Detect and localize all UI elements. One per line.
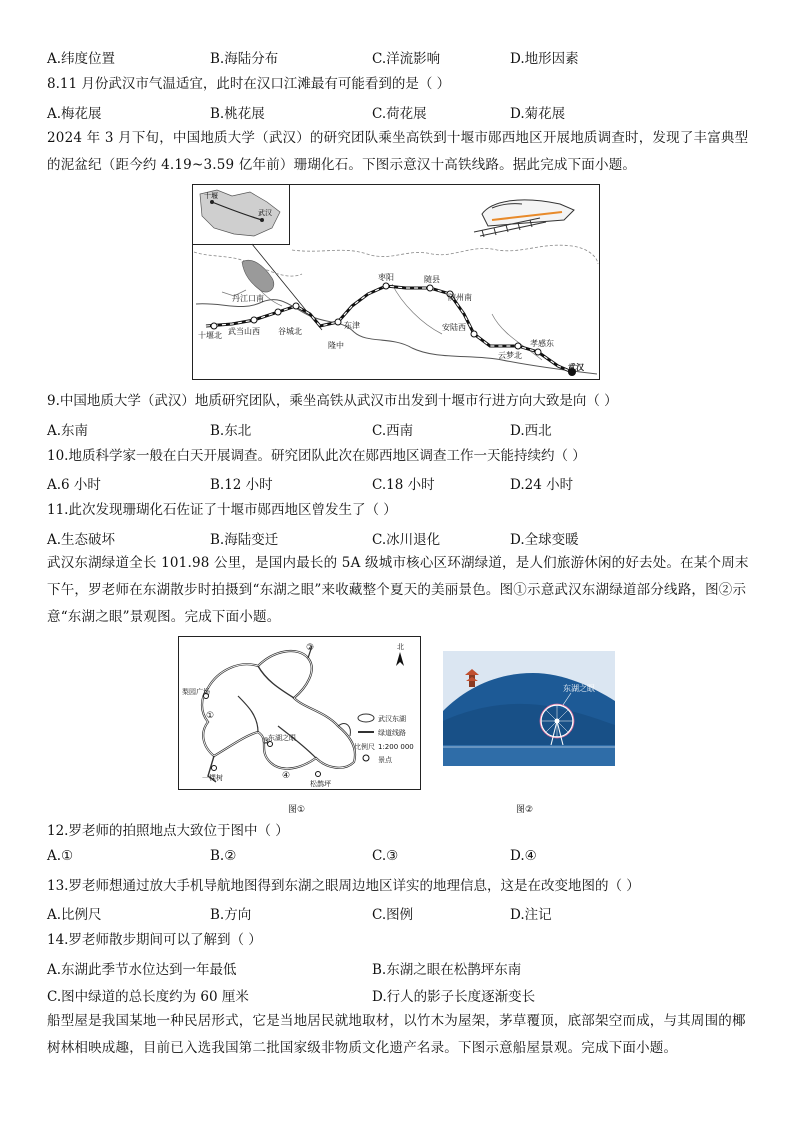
q12-option-a[interactable]: A.① (47, 848, 74, 864)
legend-lake: 武汉东湖 (378, 715, 406, 723)
q12-options (47, 848, 747, 868)
q14-option-d[interactable]: D.行人的影子长度逐渐变长 (372, 989, 536, 1005)
station-yunmeng: 云梦北 (498, 351, 522, 360)
station-xiaogan: 孝感东 (530, 339, 554, 348)
legend-spot: 景点 (378, 756, 392, 764)
donghu-eye-photo (443, 651, 615, 766)
station-gucheng: 谷城北 (278, 327, 302, 336)
q12-option-c[interactable]: C.③ (372, 848, 399, 864)
intro-boat-house: 船型屋是我国某地一种民居形式，它是当地居民就地取材，以竹木为屋架，茅草覆顶，底部架空而成，与其周围的椰树林相映成趣，目前已入选我国第二批国家级非物质文化遗产名录。下图示意船屋景观。完成下面小题。 (47, 1013, 746, 1056)
map-marker-4[interactable]: ④ (282, 771, 291, 781)
q14-options-row2 (47, 985, 747, 1005)
legend-road: 绿道线路 (378, 729, 406, 737)
label-yikeshu: 一棵树 (202, 774, 223, 782)
station-anlu: 安陆西 (442, 323, 466, 332)
q7-option-b[interactable]: B.海陆分布 (210, 51, 279, 67)
legend-scale-value: 1:200 000 (378, 743, 414, 751)
q8-option-b[interactable]: B.桃花展 (210, 106, 265, 122)
q11-option-d[interactable]: D.全球变暖 (510, 532, 579, 548)
inset-label-shiyan: 十堰 (204, 192, 218, 200)
intro-hanshi-railway: 2024 年 3 月下旬，中国地质大学（武汉）的研究团队乘坐高铁到十堰市郧西地区开展地质调查时，发现了丰富典型的泥盆纪（距今约 4.19~3.59 亿年前）珊瑚化石。下图示意汉十高铁线路。据此完成下面小题。 (47, 130, 749, 173)
q14-stem: 14.罗老师散步期间可以了解到（ ） (47, 932, 262, 948)
donghu-greenway-map (178, 636, 421, 790)
q13-option-b[interactable]: B.方向 (210, 907, 252, 923)
label-liyuan: 梨园广场 (182, 688, 210, 696)
q10-option-b[interactable]: B.12 小时 (210, 477, 273, 493)
photo-label-donghu-eye: 东湖之眼 (563, 684, 595, 693)
q12-option-b[interactable]: B.② (210, 848, 237, 864)
q7-options (47, 47, 747, 67)
q8-option-a[interactable]: A.梅花展 (47, 106, 102, 122)
station-shiyanbei: 十堰北 (198, 331, 222, 340)
q11-stem: 11.此次发现珊瑚化石佐证了十堰市郧西地区曾发生了（ ） (47, 502, 397, 518)
figure-caption-1: 图① (288, 805, 306, 815)
q13-option-a[interactable]: A.比例尺 (47, 907, 102, 923)
q14-option-a[interactable]: A.东湖此季节水位达到一年最低 (47, 962, 237, 978)
q11-options (47, 528, 747, 548)
q10-options (47, 473, 747, 493)
q9-option-d[interactable]: D.西北 (510, 423, 552, 439)
q13-options (47, 903, 747, 923)
q10-option-d[interactable]: D.24 小时 (510, 477, 574, 493)
q8-stem: 8.11 月份武汉市气温适宜，此时在汉口江滩最有可能看到的是（ ） (47, 76, 451, 92)
q7-option-d[interactable]: D.地形因素 (510, 51, 579, 67)
q12-stem: 12.罗老师的拍照地点大致位于图中（ ） (47, 823, 289, 839)
station-longzhong: 隆中 (328, 341, 344, 350)
map-marker-2[interactable]: ② (306, 643, 315, 653)
station-dongjin: 东津 (344, 321, 360, 330)
legend-scale-label: 比例尺 (354, 743, 375, 751)
q10-option-a[interactable]: A.6 小时 (47, 477, 101, 493)
station-suixian: 随县 (424, 275, 440, 284)
q9-stem: 9.中国地质大学（武汉）地质研究团队，乘坐高铁从武汉市出发到十堰市行进方向大致是向（ ） (47, 393, 618, 409)
label-songquping: 松鹊坪 (310, 780, 331, 788)
q9-options (47, 419, 747, 439)
station-suizhounan: 随州南 (448, 293, 472, 302)
map-marker-3[interactable]: ③ (262, 737, 271, 747)
q13-stem: 13.罗老师想通过放大手机导航地图得到东湖之眼周边地区详实的地理信息，这是在改变地图的（ ） (47, 878, 640, 894)
q10-option-c[interactable]: C.18 小时 (372, 477, 435, 493)
q7-option-c[interactable]: C.洋流影响 (372, 51, 441, 67)
inset-label-wuhan: 武汉 (258, 209, 272, 217)
station-danjiangkounan: 丹江口南 (232, 294, 264, 303)
intro-donghu-greenway: 武汉东湖绿道全长 101.98 公里，是国内最长的 5A 级城市核心区环湖绿道，是人们旅游休闲的好去处。在某个周末下午，罗老师在东湖散步时拍摄到“东湖之眼”来收藏整个夏天的美丽景色。图①示意武汉东湖绿道部分线路，图②示意“东湖之眼”景观图。完成下面小题。 (47, 555, 749, 625)
q9-option-a[interactable]: A.东南 (47, 423, 89, 439)
q11-option-b[interactable]: B.海陆变迁 (210, 532, 279, 548)
q8-options (47, 102, 747, 122)
q14-option-b[interactable]: B.东湖之眼在松鹊坪东南 (372, 962, 522, 978)
q7-option-a[interactable]: A.纬度位置 (47, 51, 116, 67)
figure-caption-2: 图② (516, 805, 534, 815)
q9-option-b[interactable]: B.东北 (210, 423, 252, 439)
inset-map (193, 185, 290, 245)
station-wudangshanxi: 武当山西 (228, 327, 260, 336)
q13-option-c[interactable]: C.图例 (372, 907, 414, 923)
q8-option-d[interactable]: D.菊花展 (510, 106, 566, 122)
hanshi-railway-map (192, 184, 600, 380)
q11-option-a[interactable]: A.生态破坏 (47, 532, 116, 548)
q11-option-c[interactable]: C.冰川退化 (372, 532, 441, 548)
q12-option-d[interactable]: D.④ (510, 848, 537, 864)
q14-option-c[interactable]: C.图中绿道的总长度约为 60 厘米 (47, 989, 249, 1005)
q9-option-c[interactable]: C.西南 (372, 423, 414, 439)
label-donghu-eye: 东湖之眼 (268, 734, 296, 742)
q14-options-row1 (47, 958, 747, 978)
map-marker-1[interactable]: ① (206, 711, 215, 721)
q8-option-c[interactable]: C.荷花展 (372, 106, 427, 122)
q10-stem: 10.地质科学家一般在白天开展调查。研究团队此次在郧西地区调查工作一天能持续约（ ） (47, 448, 586, 464)
north-label: 北 (397, 643, 404, 651)
station-wuhan: 武汉 (568, 363, 584, 372)
station-zaoyang: 枣阳 (378, 273, 394, 282)
q13-option-d[interactable]: D.注记 (510, 907, 552, 923)
